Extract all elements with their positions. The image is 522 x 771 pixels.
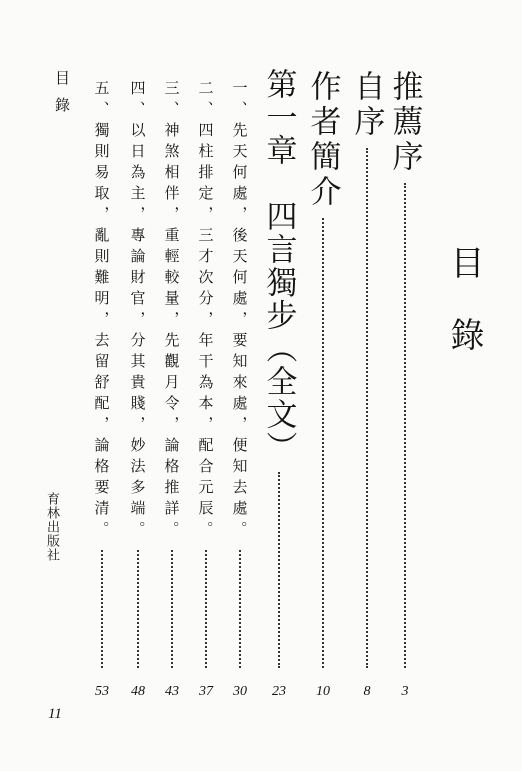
toc-leader-dots <box>137 550 139 668</box>
toc-page-number: 53 <box>95 684 109 699</box>
toc-entry-title: 第一章 四言獨步（全文） <box>260 68 297 464</box>
toc-leader-dots <box>404 183 406 668</box>
toc-page-number: 43 <box>165 684 179 699</box>
toc-entry-title: 一、先天何處，後天何處，要知來處，便知去處。 <box>230 80 249 542</box>
toc-leader-dots <box>205 550 207 668</box>
toc-entry-section-5[interactable] <box>82 80 122 668</box>
toc-leader-dots <box>239 550 241 668</box>
toc-entry-section-1[interactable] <box>220 80 260 668</box>
page-title: 目錄 <box>444 245 484 389</box>
toc-entry-section-4[interactable] <box>118 80 158 668</box>
toc-page-number: 48 <box>131 684 145 699</box>
toc-leader-dots <box>366 148 368 668</box>
running-header: 目錄 <box>53 70 71 124</box>
toc-entry-section-2[interactable] <box>186 80 226 668</box>
toc-entry-section-3[interactable] <box>152 80 192 668</box>
toc-page-number: 10 <box>316 684 330 699</box>
toc-entry-author-bio[interactable] <box>303 70 343 668</box>
toc-leader-dots <box>278 472 280 668</box>
toc-page-number: 3 <box>401 684 409 699</box>
toc-page-number: 23 <box>272 684 286 699</box>
toc-leader-dots <box>171 550 173 668</box>
toc-leader-dots <box>322 218 324 668</box>
toc-leader-dots <box>101 550 103 668</box>
toc-entry-title: 四、以日為主，專論財官，分其貴賤，妙法多端。 <box>128 80 147 542</box>
toc-entry-title: 自序 <box>348 70 385 140</box>
toc-entry-title: 二、四柱排定，三才次分，年干為本，配合元辰。 <box>196 80 215 542</box>
toc-entry-preface[interactable] <box>385 70 425 668</box>
publisher-name: 育林出版社 <box>44 492 59 562</box>
toc-entry-chapter-1[interactable] <box>259 68 299 668</box>
toc-entry-title: 三、神煞相伴，重輕較量，先觀月令，論格推詳。 <box>162 80 181 542</box>
toc-entry-title: 五、獨則易取，亂則難明，去留舒配，論格要清。 <box>92 80 111 542</box>
toc-page-number: 37 <box>199 684 213 699</box>
toc-entry-title: 作者簡介 <box>304 70 341 210</box>
toc-entry-title: 推薦序 <box>386 70 423 175</box>
folio-page-number: 11 <box>48 706 62 722</box>
toc-page-number: 30 <box>233 684 247 699</box>
toc-page-number: 8 <box>363 684 371 699</box>
toc-entry-author-preface[interactable] <box>347 70 387 668</box>
